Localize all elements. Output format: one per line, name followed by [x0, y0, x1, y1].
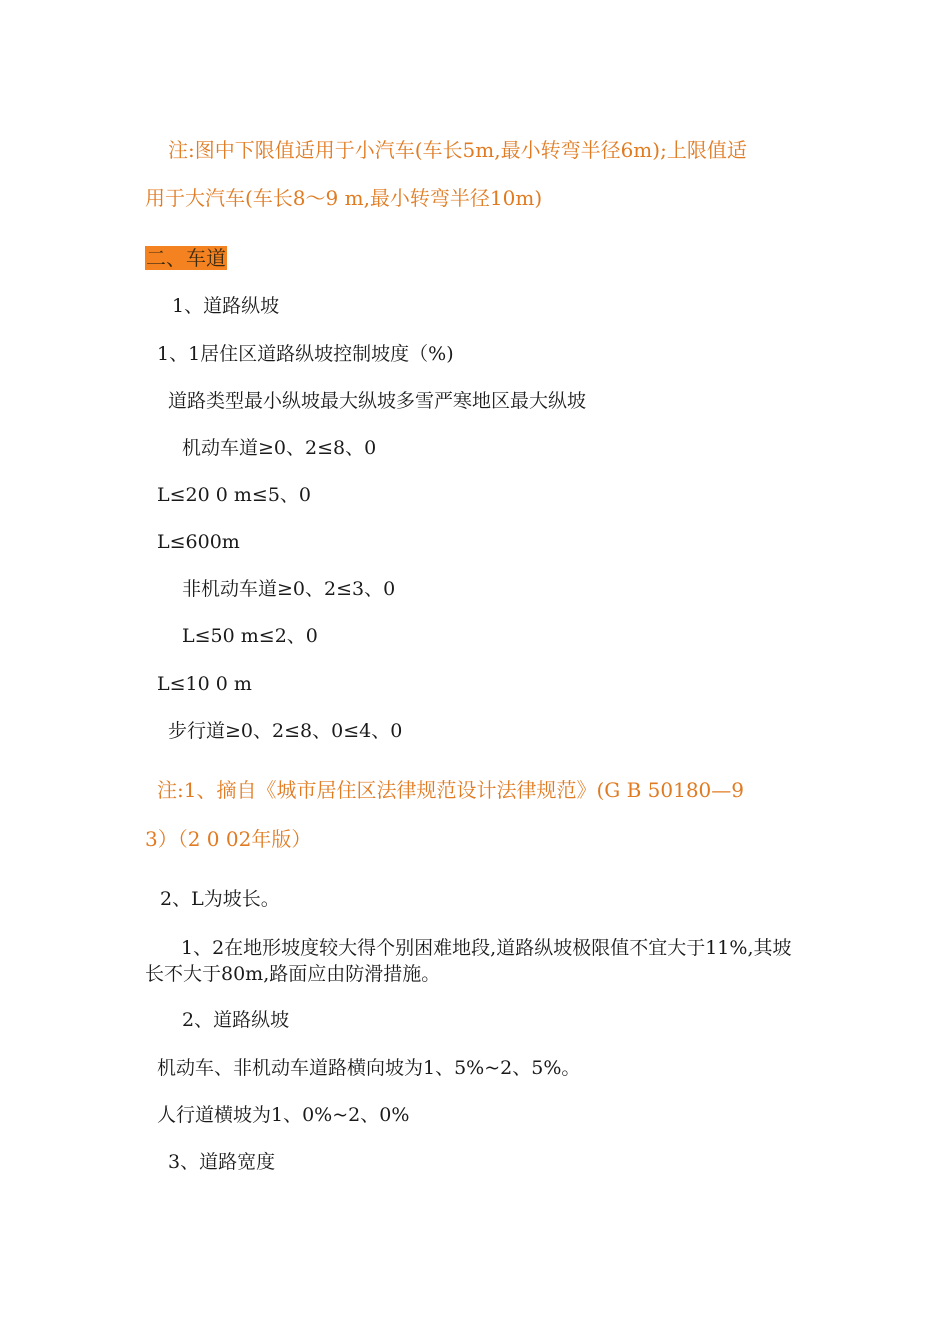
paragraph-difficult-sections: 1、2在地形坡度较大得个别困难地段,道路纵坡极限值不宜大于11%,其坡长不大于80m,路面应由防滑措施。: [145, 937, 792, 985]
paragraph-slope-control: 1、1居住区道路纵坡控制坡度（%): [157, 343, 454, 365]
paragraph-l600: L≤600m: [157, 531, 240, 553]
paragraph-road-width: 3、道路宽度: [168, 1151, 276, 1173]
paragraph-slope-2: 2、道路纵坡: [182, 1009, 290, 1031]
note-line-1: 注:图中下限值适用于小汽车(车长5m,最小转弯半径6m);上限值适: [168, 138, 747, 162]
paragraph-pedestrian: 步行道≥0、2≤8、0≤4、0: [168, 720, 403, 742]
paragraph-road-types: 道路类型最小纵坡最大纵坡多雪严寒地区最大纵坡: [168, 390, 587, 412]
section-heading: [145, 245, 227, 271]
paragraph-motor-lane: 机动车道≥0、2≤8、0: [182, 437, 377, 459]
note2-line-1: 注:1、摘自《城市居住区法律规范设计法律规范》(G B 50180—9: [157, 778, 745, 802]
section-heading-text: 二、车道: [146, 246, 226, 270]
paragraph-slope-length: 2、L为坡长。: [160, 888, 280, 910]
paragraph-non-motor-lane: 非机动车道≥0、2≤3、0: [182, 578, 396, 600]
note2-line-2: 3）（2 0 02年版）: [145, 827, 312, 851]
paragraph-cross-slope: 机动车、非机动车道路横向坡为1、5%~2、5%。: [157, 1057, 581, 1079]
paragraph-l100: L≤10 0 m: [157, 673, 252, 695]
note-line-2: 用于大汽车(车长8～9 m,最小转弯半径10m): [145, 186, 543, 210]
paragraph-sidewalk-slope: 人行道横坡为1、0%~2、0%: [157, 1104, 410, 1126]
paragraph-slope-title: 1、道路纵坡: [172, 295, 280, 317]
paragraph-l50: L≤50 m≤2、0: [182, 625, 318, 647]
paragraph-l200: L≤20 0 m≤5、0: [157, 484, 311, 506]
